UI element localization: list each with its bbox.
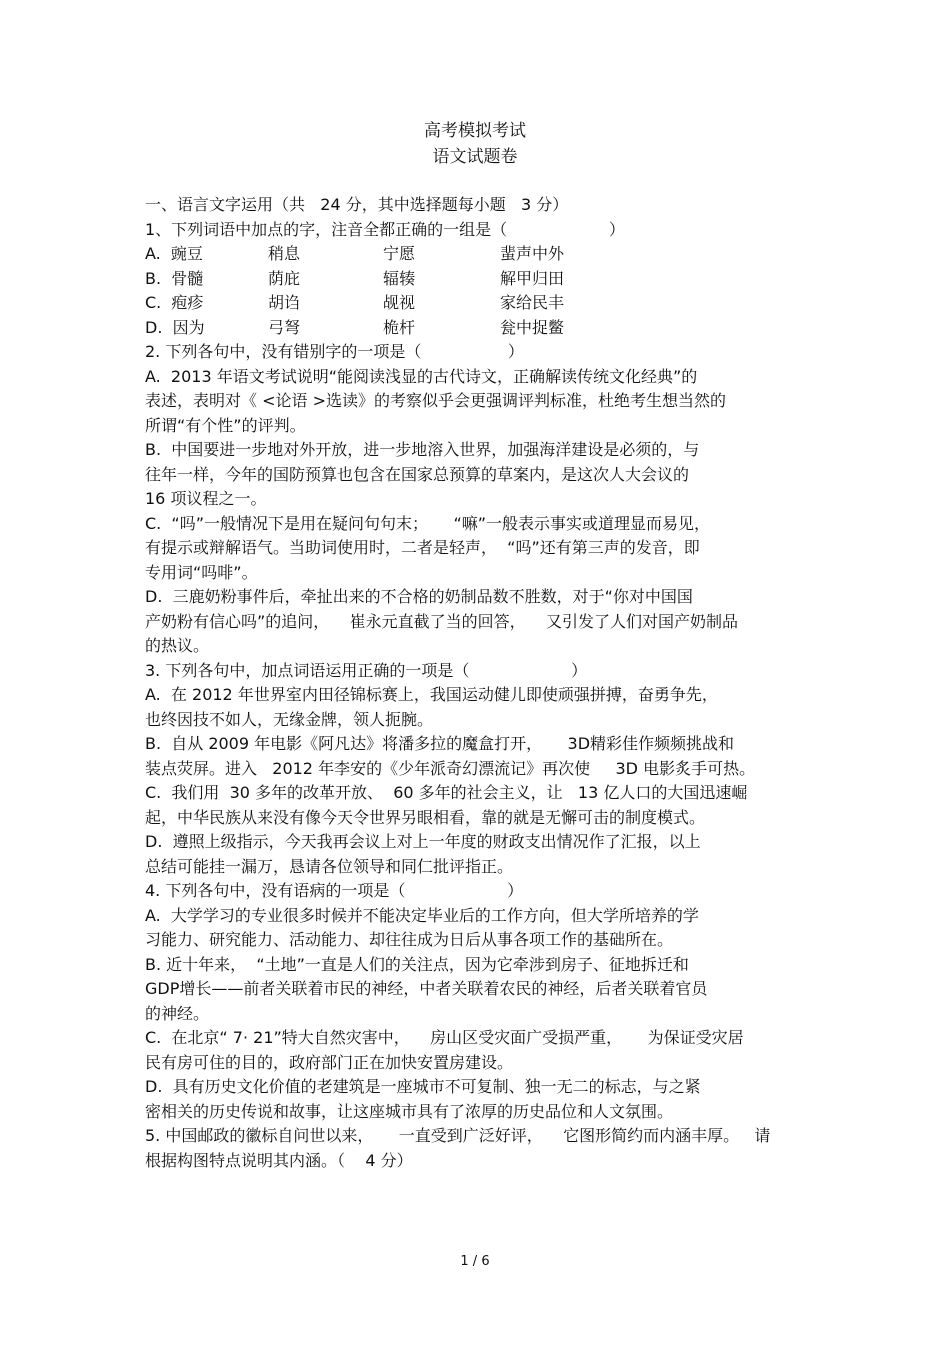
question-4-line: GDP增长——前者关联着市民的神经，中者关联着农民的神经，后者关联着官员 [145, 979, 708, 998]
option-cell: C. 疱疹 [145, 293, 204, 312]
option-cell: 蜚声中外 [500, 244, 565, 263]
question-1-option-b [145, 267, 825, 292]
option-cell: 家给民丰 [500, 293, 565, 312]
exam-subtitle: 语文试题卷 [432, 147, 518, 167]
question-2-line: 表述，表明对《 <论语 >选读》的考察似乎会更强调评判标准，杜绝考生想当然的 [145, 391, 726, 410]
option-cell: 桅杆 [383, 317, 416, 337]
question-1-option-a [145, 242, 825, 267]
question-3-line: B. 自从 2009 年电影《阿凡达》将潘多拉的魔盒打开， 3D精彩佳作频频挑战和 [145, 734, 735, 753]
title-block [0, 118, 950, 170]
option-cell: 稍息 [268, 244, 301, 263]
option-cell: 觇视 [383, 293, 416, 312]
question-2-line: C. “吗”一般情况下是用在疑问句句末； “嘛”一般表示事实或道理显而易见， [145, 513, 711, 533]
question-2-line: 往年一样，今年的国防预算也包含在国家总预算的草案内，是这次人大会议的 [145, 464, 690, 484]
option-cell: B. 骨髓 [145, 268, 204, 288]
question-1-option-c [145, 291, 825, 316]
question-2-stem: 2. 下列各句中，没有错别字的一项是（ ） [145, 342, 524, 361]
page-number: 1 / 6 [460, 1254, 490, 1269]
question-4-line: 民有房可住的目的，政府部门正在加快安置房建设。 [145, 1052, 514, 1072]
question-2-line: A. 2013 年语文考试说明“能阅读浅显的古代诗文，正确解读传统文化经典”的 [145, 366, 698, 386]
question-2-line: 的热议。 [145, 636, 210, 655]
question-4-line: 习能力、研究能力、活动能力、却往往成为日后从事各项工作的基础所在。 [145, 930, 674, 949]
option-cell: D. 因为 [145, 317, 205, 337]
question-2-line: 所谓“有个性”的评判。 [145, 415, 306, 435]
question-4-stem: 4. 下列各句中，没有语病的一项是（ ） [145, 881, 524, 900]
option-cell: A. 豌豆 [145, 244, 203, 263]
option-cell: 辐辏 [383, 268, 416, 288]
question-2-line: 专用词“吗啡”。 [145, 562, 258, 582]
question-3-line: D. 遵照上级指示，今天我再会议上对上一年度的财政支出情况作了汇报，以上 [145, 832, 701, 851]
option-cell: 胡诌 [268, 293, 301, 312]
question-2-line: 产奶粉有信心吗”的追问， 崔永元直截了当的回答， 又引发了人们对国产奶制品 [145, 611, 738, 631]
question-2-line: D. 三鹿奶粉事件后，牵扯出来的不合格的奶制品数不胜数，对于“你对中国国 [145, 587, 693, 606]
question-3-line: 也终因技不如人，无缘金牌，领人扼腕。 [145, 709, 434, 729]
question-2-line: B. 中国要进一步地对外开放，进一步地溶入世界，加强海洋建设是必须的，与 [145, 440, 700, 459]
question-3-line: 总结可能挂一漏万，恳请各位领导和同仁批评指正。 [145, 856, 514, 876]
option-cell: 宁愿 [383, 244, 416, 263]
question-4-line: D. 具有历史文化价值的老建筑是一座城市不可复制、独一无二的标志，与之紧 [145, 1077, 701, 1096]
question-2-line: 有提示或辩解语气。当助词使用时，二者是轻声， “吗”还有第三声的发音，即 [145, 538, 700, 557]
question-4-line: 的神经。 [145, 1003, 210, 1023]
question-5-line: 5. 中国邮政的徽标自问世以来， 一直受到广泛好评， 它图形简约而内涵丰厚。 请 [145, 1126, 771, 1145]
question-4-line: B. 近十年来， “土地”一直是人们的关注点，因为它牵涉到房子、征地拆迁和 [145, 954, 689, 974]
exam-title: 高考模拟考试 [424, 121, 526, 141]
question-1-option-d [145, 316, 825, 341]
option-cell: 荫庇 [268, 268, 301, 288]
option-cell: 瓮中捉鳖 [500, 317, 565, 337]
question-3-line: 起，中华民族从来没有像今天令世界另眼相看，靠的就是无懈可击的制度模式。 [145, 807, 706, 827]
question-3-stem: 3. 下列各句中，加点词语运用正确的一项是（ ） [145, 660, 588, 680]
question-3-line: 装点荧屏。进入 2012 年李安的《少年派奇幻漂流记》再次使 3D 电影炙手可热。 [145, 758, 756, 778]
section-heading: 一、语言文字运用（共 24 分，其中选择题每小题 3 分） [145, 195, 569, 214]
question-4-line: A. 大学学习的专业很多时候并不能决定毕业后的工作方向，但大学所培养的学 [145, 905, 699, 925]
exam-content [145, 193, 825, 1173]
question-3-line: C. 我们用 30 多年的改革开放、 60 多年的社会主义，让 13 亿人口的大国迅速崛 [145, 783, 748, 802]
question-2-line: 16 项议程之一。 [145, 489, 267, 508]
option-cell: 弓弩 [268, 317, 301, 337]
question-4-line: C. 在北京“ 7· 21”特大自然灾害中， 房山区受灾面广受损严重， 为保证受灾居 [145, 1028, 744, 1047]
question-4-line: 密相关的历史传说和故事，让这座城市具有了浓厚的历史品位和人文氛围。 [145, 1101, 674, 1121]
question-3-line: A. 在 2012 年世界室内田径锦标赛上，我国运动健儿即使顽强拼搏，奋勇争先， [145, 685, 718, 704]
question-5-line: 根据构图特点说明其内涵。（ 4 分） [145, 1150, 413, 1170]
question-1-stem: 1、下列词语中加点的字，注音全都正确的一组是（ ） [145, 219, 625, 239]
option-cell: 解甲归田 [500, 268, 565, 288]
